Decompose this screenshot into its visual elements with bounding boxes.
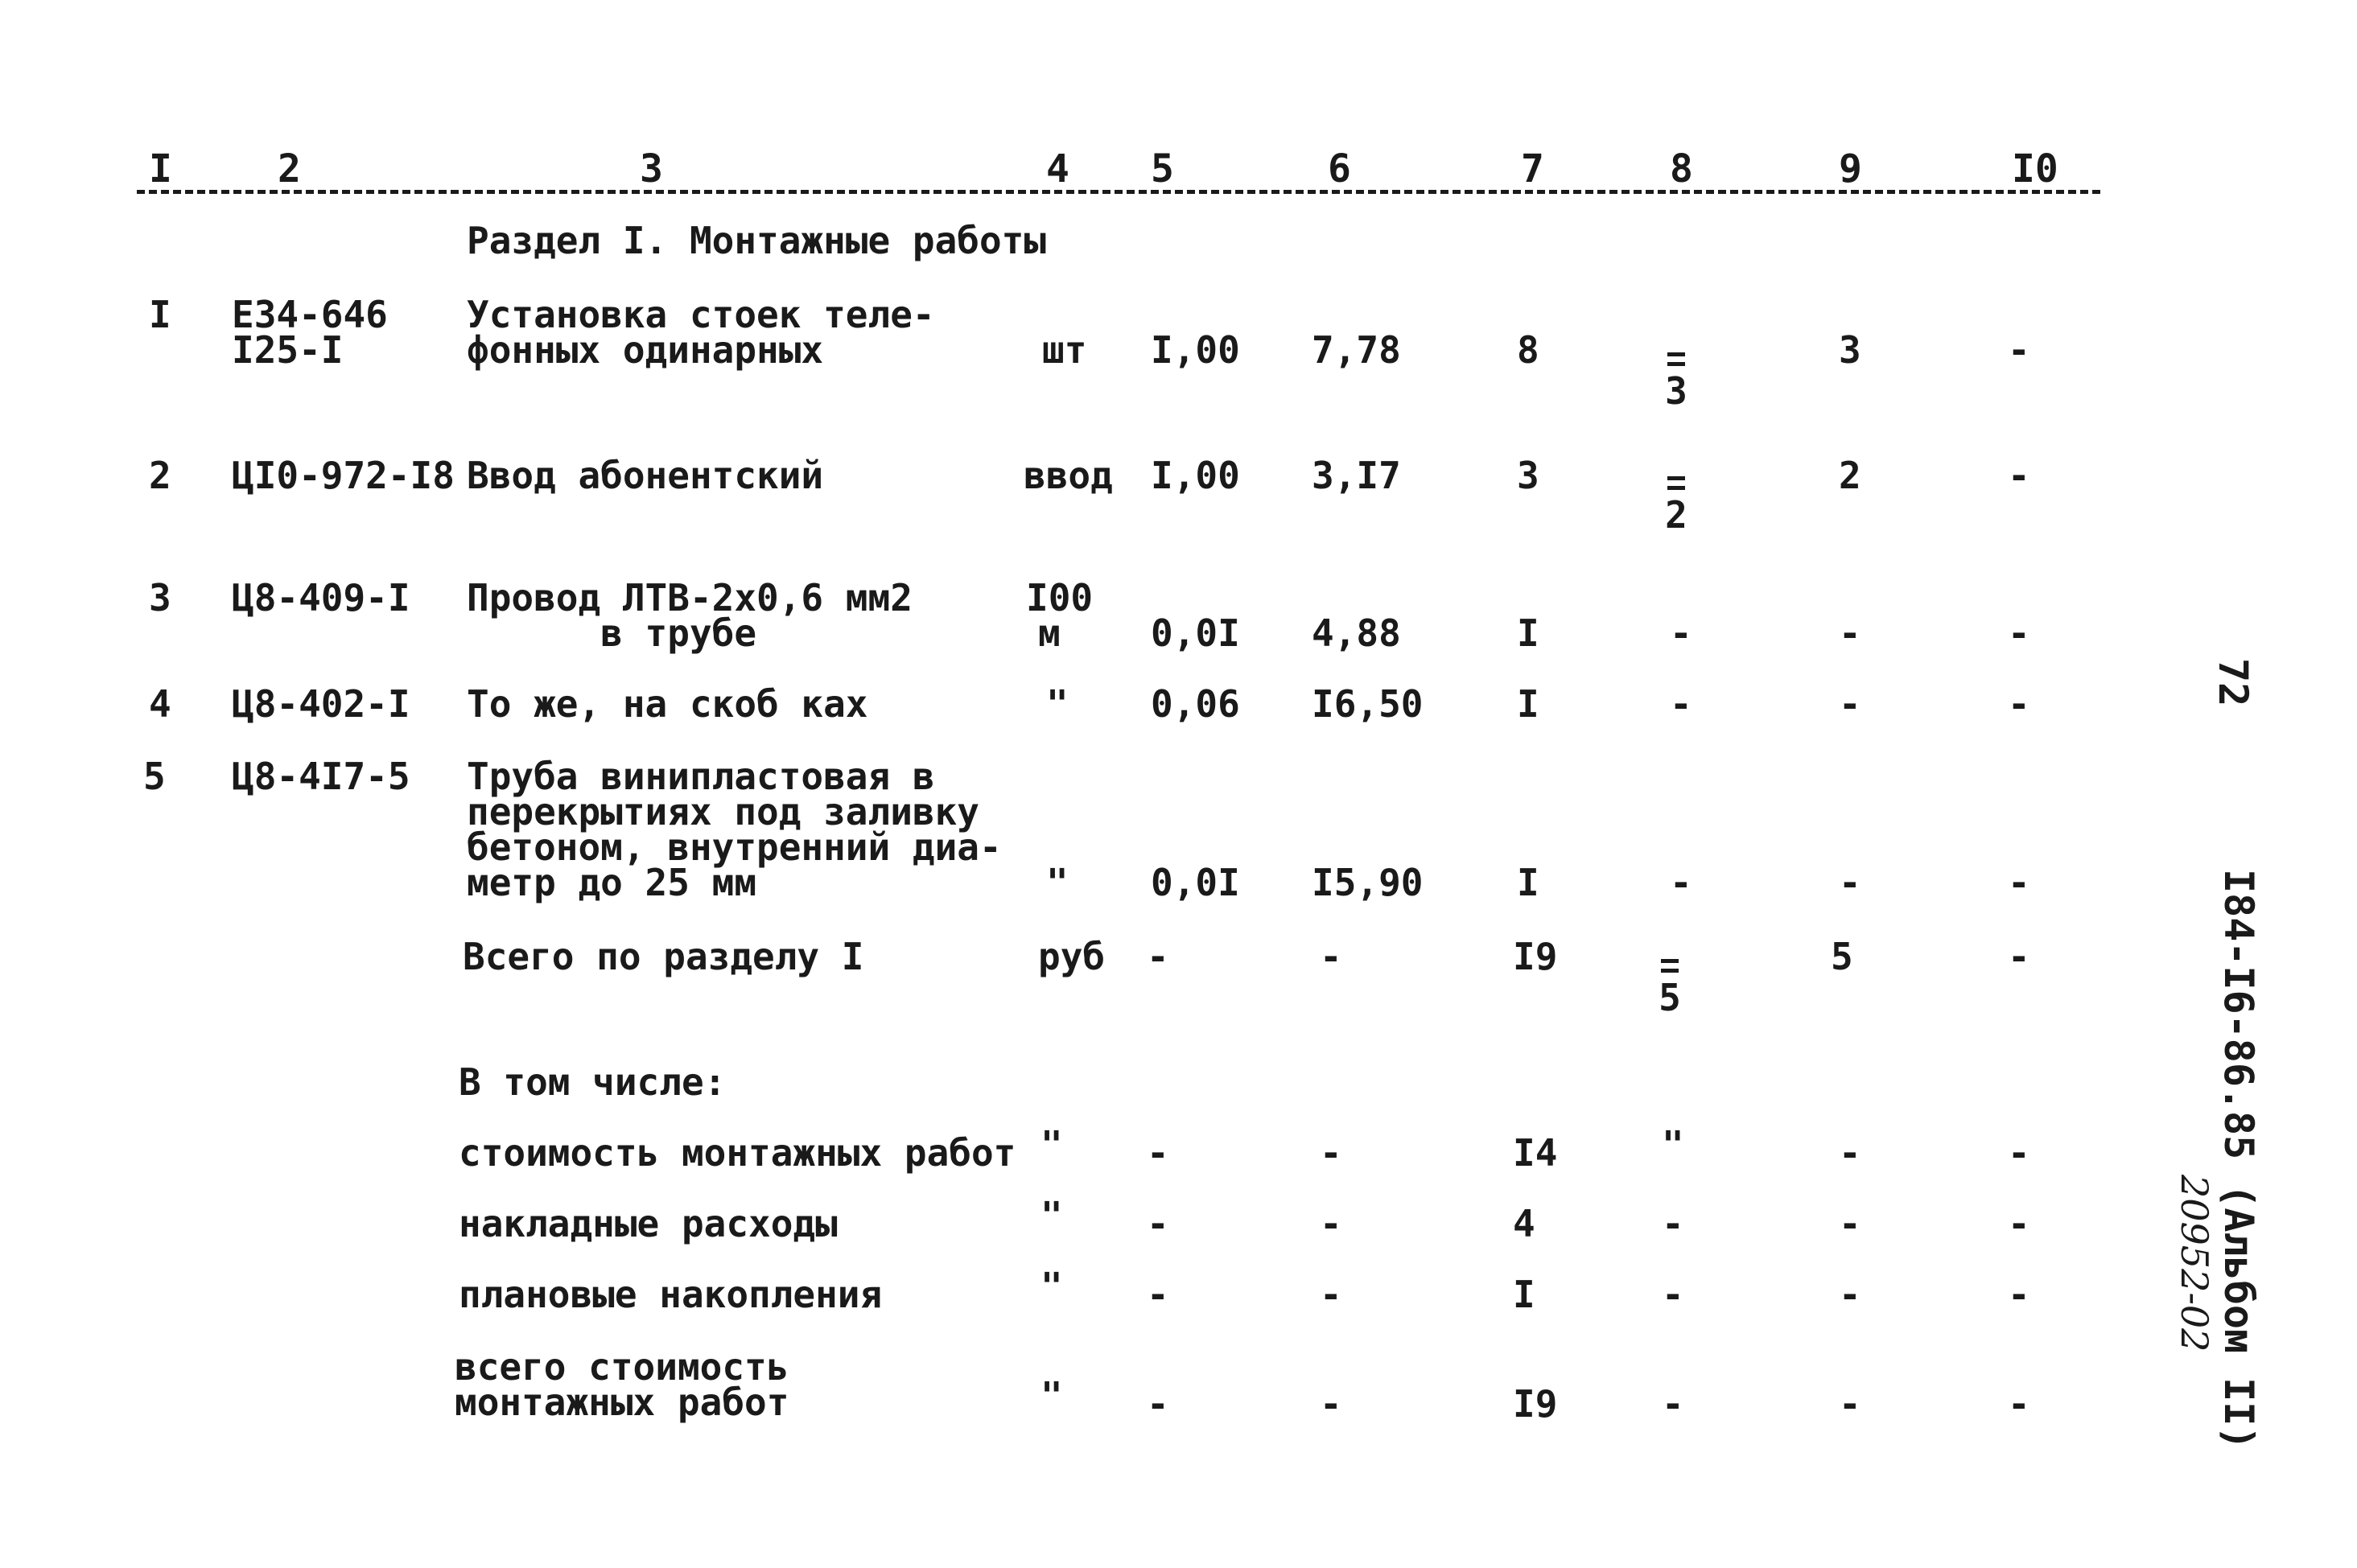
- inventory-number: 20952-02: [2173, 1175, 2216, 1352]
- row-qty: I,00: [1151, 328, 1240, 372]
- row-col10: -: [2008, 861, 2030, 904]
- total-price: -: [1320, 935, 1342, 978]
- row-name: Ввод абонентский: [467, 454, 824, 497]
- row-col8-fraction: [1660, 352, 1692, 413]
- section-title: Раздел I. Монтажные работы: [467, 219, 1047, 262]
- row-price: I5,90: [1312, 861, 1424, 904]
- sub-col9: -: [1839, 1131, 1861, 1175]
- sub-label: плановые накопления: [459, 1273, 883, 1316]
- header-underline: [137, 190, 2100, 194]
- row-unit: м: [1038, 611, 1061, 655]
- sub-unit: ": [1040, 1123, 1063, 1167]
- total-qty: -: [1147, 935, 1169, 978]
- sub-col9: -: [1839, 1273, 1861, 1316]
- page-number: 72: [2210, 658, 2256, 707]
- row-col10: -: [2008, 682, 2030, 726]
- sub-col10: -: [2008, 1202, 2030, 1245]
- total-col10: -: [2008, 935, 2030, 978]
- row-unit: I00: [1026, 576, 1094, 619]
- row-qty: I,00: [1151, 454, 1240, 497]
- row-number: 5: [143, 755, 166, 798]
- sub-qty: -: [1147, 1382, 1169, 1426]
- row-name: в трубе: [467, 611, 757, 655]
- row-col9: -: [1839, 861, 1861, 904]
- row-col9: -: [1839, 682, 1861, 726]
- sub-col7: I9: [1513, 1382, 1558, 1426]
- row-unit: ": [1046, 682, 1069, 726]
- row-number: 4: [149, 682, 171, 726]
- including-label: В том числе:: [459, 1060, 727, 1104]
- sub-col9: -: [1839, 1202, 1861, 1245]
- sub-col7: I: [1513, 1273, 1535, 1316]
- row-col8: -: [1670, 861, 1692, 904]
- row-code: Ц8-4I7-5: [232, 755, 410, 798]
- sub-unit: ": [1040, 1194, 1063, 1237]
- total-unit: руб: [1038, 935, 1106, 978]
- row-col7: I: [1517, 611, 1539, 655]
- sub-col10: -: [2008, 1131, 2030, 1175]
- sub-price: -: [1320, 1202, 1342, 1245]
- sub-price: -: [1320, 1382, 1342, 1426]
- row-col10: -: [2008, 328, 2030, 372]
- sub-col8: -: [1662, 1382, 1684, 1426]
- row-name: Установка стоек теле-: [467, 293, 935, 336]
- col-header-3: 3: [640, 146, 663, 191]
- row-name: метр до 25 мм: [467, 861, 757, 904]
- row-col9: 3: [1839, 328, 1861, 372]
- row-code: ЦI0-972-I8: [232, 454, 455, 497]
- total-label: Всего по разделу I: [463, 935, 864, 978]
- row-col7: I: [1517, 682, 1539, 726]
- sub-col8: ": [1662, 1123, 1684, 1167]
- sub-col7: 4: [1513, 1202, 1535, 1245]
- row-qty: 0,06: [1151, 682, 1240, 726]
- col-header-8: 8: [1670, 146, 1693, 191]
- row-price: I6,50: [1312, 682, 1424, 726]
- sub-qty: -: [1147, 1202, 1169, 1245]
- col-header-10: I0: [2012, 146, 2058, 191]
- row-name: перекрытиях под заливку: [467, 790, 979, 833]
- row-col8: -: [1670, 611, 1692, 655]
- sub-col8: -: [1662, 1273, 1684, 1316]
- col-header-2: 2: [278, 146, 301, 191]
- sub-label: монтажных работ: [455, 1381, 789, 1424]
- row-unit: шт: [1042, 328, 1087, 372]
- sub-price: -: [1320, 1131, 1342, 1175]
- sub-col7: I4: [1513, 1131, 1558, 1175]
- row-name: бетоном, внутренний диа-: [467, 825, 1002, 869]
- sub-price: -: [1320, 1273, 1342, 1316]
- col-header-6: 6: [1328, 146, 1351, 191]
- row-unit: ": [1046, 861, 1069, 904]
- row-number: 3: [149, 576, 171, 619]
- row-col9: -: [1839, 611, 1861, 655]
- row-price: 3,I7: [1312, 454, 1401, 497]
- row-number: 2: [149, 454, 171, 497]
- col-header-1: I: [149, 146, 172, 191]
- sub-unit: ": [1040, 1265, 1063, 1308]
- row-code: Ц8-409-I: [232, 576, 410, 619]
- row-col7: I: [1517, 861, 1539, 904]
- sub-col10: -: [2008, 1382, 2030, 1426]
- col-header-9: 9: [1839, 146, 1862, 191]
- row-code: I25-I: [232, 328, 344, 372]
- row-col8: 2: [1665, 493, 1687, 537]
- sub-unit: ": [1040, 1374, 1063, 1418]
- sub-label: накладные расходы: [459, 1202, 838, 1245]
- total-col8: 5: [1659, 976, 1681, 1019]
- row-qty: 0,0I: [1151, 611, 1240, 655]
- row-col8: -: [1670, 682, 1692, 726]
- row-price: 7,78: [1312, 328, 1401, 372]
- row-code: Ц8-402-I: [232, 682, 410, 726]
- row-col7: 8: [1517, 328, 1539, 372]
- row-qty: 0,0I: [1151, 861, 1240, 904]
- sub-qty: -: [1147, 1131, 1169, 1175]
- document-code: I84-I6-86.85 (Альбом II): [2215, 869, 2262, 1451]
- row-name: То же, на скоб ках: [467, 682, 868, 726]
- row-name: Провод ЛТВ-2х0,6 мм2: [467, 576, 913, 619]
- sub-col8: -: [1662, 1202, 1684, 1245]
- row-name: Труба винипластовая в: [467, 755, 935, 798]
- sub-label: стоимость монтажных работ: [459, 1131, 1016, 1175]
- row-col7: 3: [1517, 454, 1539, 497]
- total-col9: 5: [1831, 935, 1853, 978]
- sub-col10: -: [2008, 1273, 2030, 1316]
- row-unit: ввод: [1024, 454, 1113, 497]
- row-number: I: [149, 293, 171, 336]
- total-col7: I9: [1513, 935, 1558, 978]
- sub-qty: -: [1147, 1273, 1169, 1316]
- row-price: 4,88: [1312, 611, 1401, 655]
- sub-col9: -: [1839, 1382, 1861, 1426]
- row-col8-fraction: [1660, 476, 1692, 537]
- total-col8-fraction: [1654, 959, 1686, 1019]
- sub-label: всего стоимость: [455, 1345, 789, 1389]
- row-name: фонных одинарных: [467, 328, 824, 372]
- col-header-5: 5: [1151, 146, 1174, 191]
- row-col10: -: [2008, 611, 2030, 655]
- col-header-7: 7: [1521, 146, 1544, 191]
- col-header-4: 4: [1046, 146, 1069, 191]
- row-col8: 3: [1665, 369, 1687, 413]
- row-code: Е34-646: [232, 293, 388, 336]
- row-col9: 2: [1839, 454, 1861, 497]
- row-col10: -: [2008, 454, 2030, 497]
